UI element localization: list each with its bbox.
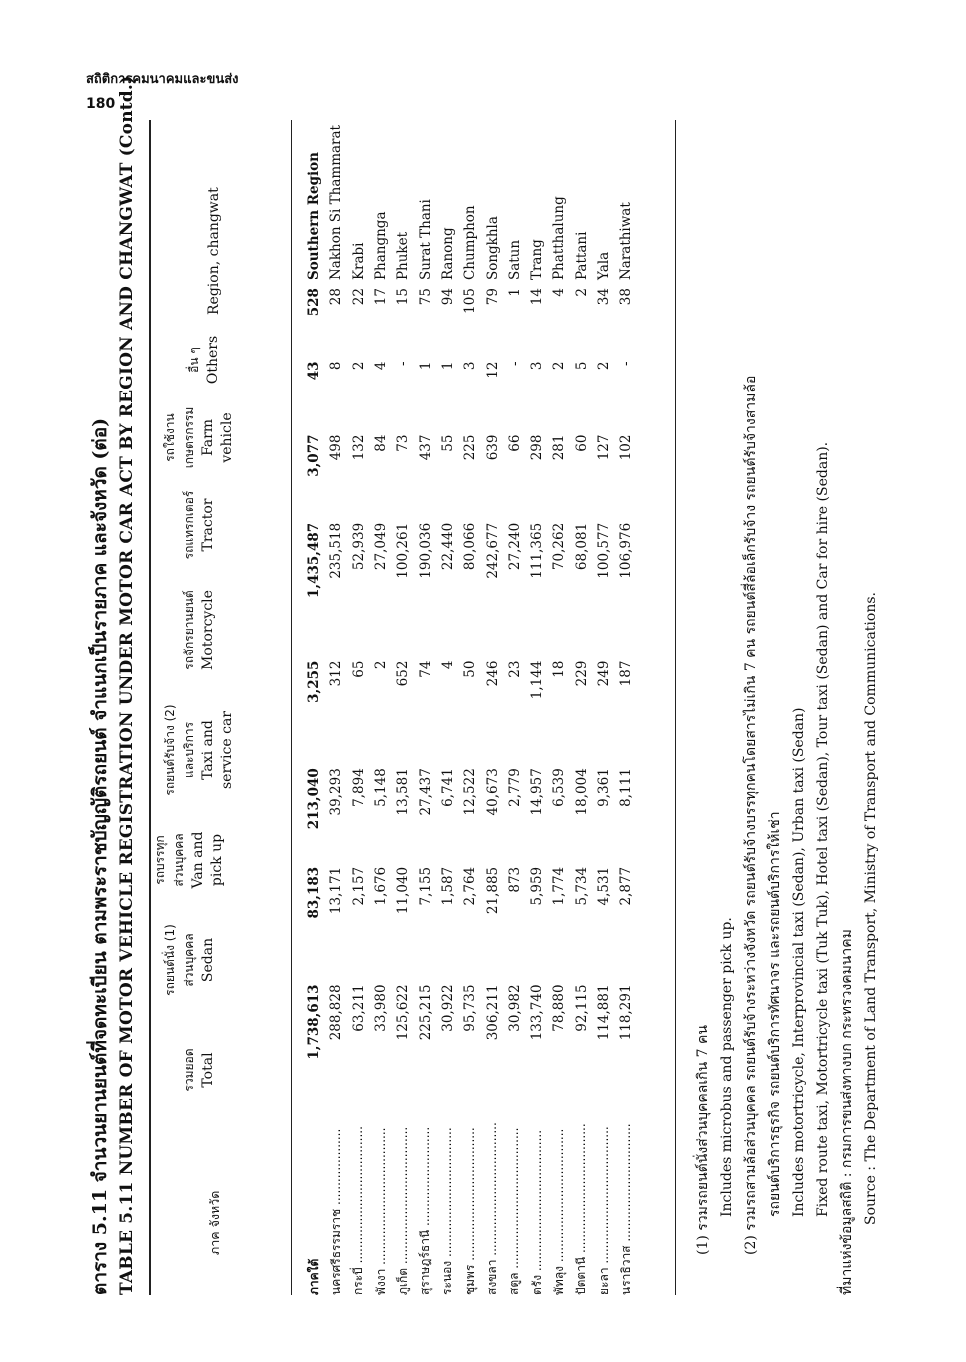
header-van-pickup: รถบรรทุก ส่วนบุคคล Van and pick up — [153, 831, 225, 889]
cell-farm: - — [395, 361, 412, 367]
cell-tractor: 132 — [350, 434, 367, 461]
cell-farm: 2 — [350, 361, 367, 371]
cell-total: 225,215 — [417, 984, 434, 1041]
footnotes — [691, 375, 883, 1295]
note-1-thai: (1) รวมรถยนต์นั่งส่วนบุคคลเกิน 7 คน — [695, 1025, 711, 1255]
cell-van: 14,957 — [529, 768, 546, 816]
cell-moto: 111,365 — [529, 522, 546, 579]
cell-th: ภูเก็ต .................................... — [395, 1126, 410, 1295]
cell-en: Nakhon Si Thammarat — [328, 125, 345, 281]
cell-sedan: 873 — [506, 866, 523, 893]
cell-sedan: 13,171 — [328, 866, 345, 915]
cell-van: 6,539 — [551, 768, 568, 807]
cell-sedan: 7,155 — [417, 866, 434, 906]
cell-taxi: 246 — [484, 660, 501, 687]
cell-moto: 27,240 — [506, 522, 523, 571]
cell-tractor: 127 — [596, 434, 612, 461]
page-number: 180 — [86, 96, 116, 112]
cell-taxi: 652 — [395, 660, 412, 687]
cell-van: 27,437 — [417, 768, 434, 816]
cell-others: 15 — [395, 288, 412, 306]
cell-en: Chumphon — [462, 205, 479, 281]
cell-farm: 2 — [551, 361, 568, 371]
table-row — [325, 125, 347, 1295]
header-tractor: รถแทรกเตอร์ Tractor — [182, 490, 216, 560]
cell-moto: 235,518 — [328, 522, 345, 579]
cell-van: 40,673 — [484, 768, 501, 816]
cell-tractor: 281 — [551, 434, 568, 461]
cell-sedan: 83,183 — [306, 866, 323, 919]
cell-moto: 100,577 — [596, 522, 612, 579]
cell-th: ชุมพร ................................... — [462, 1127, 477, 1295]
region-total-row — [303, 125, 325, 1295]
header-others: อื่น ๆ Others — [187, 335, 221, 385]
source-english: Source : The Department of Land Transport, Ministry of Transport and Communications. — [863, 592, 879, 1225]
cell-farm: 1 — [439, 361, 456, 371]
cell-farm: - — [506, 361, 523, 367]
cell-tractor: 437 — [417, 434, 434, 461]
table-row — [504, 125, 526, 1295]
cell-sedan: 2,877 — [618, 866, 635, 906]
cell-others: 14 — [529, 288, 546, 306]
cell-taxi: 18 — [551, 660, 568, 678]
cell-tractor: 55 — [439, 434, 456, 452]
cell-van: 8,111 — [618, 768, 635, 807]
cell-en: Southern Region — [306, 152, 323, 281]
cell-tractor: 66 — [506, 434, 523, 452]
cell-taxi: 23 — [506, 660, 523, 678]
cell-tractor: 498 — [328, 434, 345, 461]
cell-taxi: 187 — [618, 660, 635, 687]
cell-others: 1 — [506, 288, 523, 297]
cell-en: Pattani — [573, 231, 590, 281]
cell-total: 78,880 — [551, 984, 568, 1032]
cell-en: Narathiwat — [618, 202, 635, 281]
cell-sedan: 1,676 — [373, 866, 390, 906]
cell-sedan: 1,774 — [551, 866, 568, 906]
cell-total: 125,622 — [395, 984, 412, 1041]
cell-van: 13,581 — [395, 768, 412, 816]
cell-th: ปัตตานี .................................. — [574, 1123, 589, 1295]
cell-tractor: 84 — [373, 434, 390, 452]
cell-van: 5,148 — [373, 768, 390, 807]
cell-en: Songkhla — [484, 216, 501, 281]
cell-farm: 1 — [417, 361, 434, 371]
cell-tractor: 298 — [529, 434, 546, 461]
cell-farm: 8 — [328, 361, 345, 371]
cell-taxi: 229 — [573, 660, 590, 687]
cell-taxi: 249 — [596, 660, 612, 687]
cell-total: 30,922 — [439, 984, 456, 1032]
cell-total: 33,980 — [373, 984, 390, 1032]
cell-sedan: 5,734 — [573, 866, 590, 906]
cell-en: Krabi — [350, 242, 367, 281]
cell-tractor: 225 — [462, 434, 479, 461]
cell-van: 7,894 — [350, 768, 367, 807]
note-2-english-line1: Includes motortricycle, Interprovincial taxi (Sedan), Urban taxi (Sedan) — [791, 707, 807, 1217]
cell-tractor: 102 — [618, 434, 635, 461]
cell-moto: 100,261 — [395, 522, 412, 579]
cell-sedan: 2,764 — [462, 866, 479, 906]
note-1-english: Includes microbus and passenger pick up. — [719, 917, 735, 1217]
cell-total: 118,291 — [618, 984, 635, 1041]
source-thai: ที่มาแห่งข้อมูลสถิติ : กรมการขนส่งทางบก กระทรวงคมนาคม — [839, 929, 855, 1295]
header-sedan: รถยนต์นั่ง (1) ส่วนบุคคล Sedan — [163, 924, 216, 996]
cell-th: สุราษฎร์ธานี .......................... — [418, 1126, 433, 1295]
cell-others: 79 — [484, 288, 501, 306]
cell-sedan: 1,587 — [439, 866, 456, 906]
table-row — [437, 125, 459, 1295]
header-taxi-service: รถยนต์รับจ้าง (2) และบริการ Taxi and service car — [163, 704, 235, 796]
cell-total: 95,735 — [462, 984, 479, 1032]
cell-others: 2 — [573, 288, 590, 297]
cell-van: 9,361 — [596, 768, 612, 807]
cell-moto: 106,976 — [618, 522, 635, 579]
cell-farm: 4 — [373, 361, 390, 371]
cell-others: 28 — [328, 288, 345, 306]
cell-moto: 80,066 — [462, 522, 479, 571]
cell-en: Ranong — [439, 227, 456, 281]
cell-others: 4 — [551, 288, 568, 297]
table-row — [615, 125, 637, 1295]
table-row — [571, 125, 593, 1295]
vehicle-registration-table — [303, 125, 637, 1295]
table-row — [459, 125, 481, 1295]
cell-farm: 3 — [529, 361, 546, 371]
table-title-english: TABLE 5.11 NUMBER OF MOTOR VEHICLE REGISTRATION UNDER MOTOR CAR ACT BY REGION AND CHANGWAT (Contd.) — [117, 75, 137, 1295]
cell-taxi: 312 — [328, 660, 345, 687]
header-total: รวมยอด Total — [182, 1048, 216, 1092]
cell-total: 30,982 — [506, 984, 523, 1032]
cell-en: Surat Thani — [417, 199, 434, 281]
cell-en: Phangnga — [373, 211, 390, 281]
table-title-thai: ตาราง 5.11 จำนวนยานยนต์ที่จดทะเบียน ตามพระราชบัญญัติรถยนต์ จำแนกเป็นรายภาค และจังหวัด (ต่อ) — [89, 417, 111, 1295]
cell-van: 6,741 — [439, 768, 456, 807]
cell-en: Satun — [506, 239, 523, 281]
table-row — [548, 125, 570, 1295]
cell-farm: - — [618, 361, 635, 367]
cell-taxi: 4 — [439, 660, 456, 670]
cell-moto: 70,262 — [551, 522, 568, 571]
cell-moto: 242,677 — [484, 522, 501, 579]
cell-taxi: 3,255 — [306, 660, 323, 703]
cell-taxi: 2 — [373, 660, 390, 670]
cell-tractor: 3,077 — [306, 434, 323, 477]
cell-van: 39,293 — [328, 768, 345, 816]
table-row — [392, 125, 414, 1295]
cell-th: พัทลุง ................................... — [551, 1128, 566, 1295]
cell-farm: 43 — [306, 361, 323, 381]
table-row — [481, 125, 503, 1295]
cell-moto: 68,081 — [573, 522, 590, 571]
cell-sedan: 5,959 — [529, 866, 546, 906]
header-region-english: Region, changwat — [206, 187, 222, 315]
cell-moto: 190,036 — [417, 522, 434, 579]
cell-sedan: 21,885 — [484, 866, 501, 915]
cell-th: สตูล ..................................... — [507, 1127, 522, 1295]
cell-others: 94 — [439, 288, 456, 306]
cell-total: 92,115 — [573, 984, 590, 1032]
cell-total: 1,738,613 — [306, 984, 323, 1060]
cell-moto: 1,435,487 — [306, 522, 323, 598]
cell-total: 288,828 — [328, 984, 345, 1041]
cell-farm: 2 — [596, 361, 612, 371]
table-row — [348, 125, 370, 1295]
table-row — [414, 125, 436, 1295]
cell-th: นราธิวาส ............................... — [618, 1123, 633, 1295]
cell-en: Phuket — [395, 231, 412, 281]
table-row — [370, 125, 392, 1295]
cell-others: 75 — [417, 288, 434, 306]
header-motorcycle: รถจักรยานยนต์ Motorcycle — [182, 590, 216, 670]
note-2-thai-line1: (2) รวมรถสามล้อส่วนบุคคล รถยนต์รับจ้างระหว่างจังหวัด รถยนต์รับจ้างบรรทุกคนโดยสารไม่เกิน 7 คน รถยนต์สี่ล้อเล็กรับจ้าง รถยนต์รับจ้างสามล้อ — [743, 375, 759, 1255]
cell-others: 22 — [350, 288, 367, 306]
cell-en: Phatthalung — [551, 196, 568, 281]
running-header-title: สถิติการคมนาคมและขนส่ง — [86, 72, 239, 87]
cell-th: ภาคใต้ — [306, 1258, 321, 1295]
cell-th: กระบี่ .................................... — [351, 1126, 366, 1295]
header-farm-vehicle: รถใช้งาน เกษตรกรรม Farm vehicle — [163, 406, 235, 469]
cell-sedan: 2,157 — [350, 866, 367, 906]
cell-sedan: 4,531 — [596, 866, 612, 906]
cell-van: 12,522 — [462, 768, 479, 816]
note-2-thai-line2: รถยนต์บริการธุรกิจ รถยนต์บริการทัศนาจร และรถยนต์บริการให้เช่า — [767, 811, 783, 1217]
cell-en: Yala — [596, 251, 612, 281]
cell-moto: 52,939 — [350, 522, 367, 571]
note-2-english-line2: Fixed route taxi, Motortricycle taxi (Tuk Tuk), Hotel taxi (Sedan), Tour taxi (Sedan) and Car for hire (Sedan). — [815, 441, 831, 1217]
header-region-thai: ภาค จังหวัด — [207, 1190, 222, 1255]
cell-tractor: 73 — [395, 434, 412, 452]
cell-tractor: 60 — [573, 434, 590, 452]
cell-others: 34 — [596, 288, 612, 306]
table-row — [526, 125, 548, 1295]
top-rule — [149, 120, 151, 1295]
cell-total: 306,211 — [484, 984, 501, 1041]
cell-th: พังงา .................................... — [373, 1127, 388, 1295]
cell-total: 63,211 — [350, 984, 367, 1032]
cell-others: 38 — [618, 288, 635, 306]
cell-moto: 27,049 — [373, 522, 390, 571]
cell-others: 528 — [306, 288, 323, 317]
cell-others: 17 — [373, 288, 390, 306]
cell-farm: 5 — [573, 361, 590, 371]
cell-th: ระนอง .................................. — [440, 1127, 455, 1295]
cell-th: ยะลา .................................... — [596, 1126, 611, 1295]
cell-sedan: 11,040 — [395, 866, 412, 915]
cell-others: 105 — [462, 288, 479, 314]
cell-van: 213,040 — [306, 768, 323, 830]
header-rule — [291, 120, 292, 1295]
table-row — [593, 125, 615, 1295]
cell-tractor: 639 — [484, 434, 501, 461]
cell-th: นครศรีธรรมราช .................... — [328, 1128, 343, 1295]
cell-moto: 22,440 — [439, 522, 456, 571]
cell-th: ตรัง ..................................... — [529, 1129, 544, 1295]
cell-total: 133,740 — [529, 984, 546, 1041]
bottom-rule — [675, 120, 676, 1295]
cell-van: 2,779 — [506, 768, 523, 807]
cell-farm: 3 — [462, 361, 479, 371]
cell-en: Trang — [529, 239, 546, 281]
cell-th: สงขลา ................................... — [485, 1122, 500, 1295]
cell-taxi: 65 — [350, 660, 367, 678]
cell-taxi: 74 — [417, 660, 434, 678]
cell-van: 18,004 — [573, 768, 590, 816]
cell-taxi: 1,144 — [529, 660, 546, 700]
cell-farm: 12 — [484, 361, 501, 379]
cell-taxi: 50 — [462, 660, 479, 678]
cell-total: 114,881 — [596, 984, 612, 1041]
